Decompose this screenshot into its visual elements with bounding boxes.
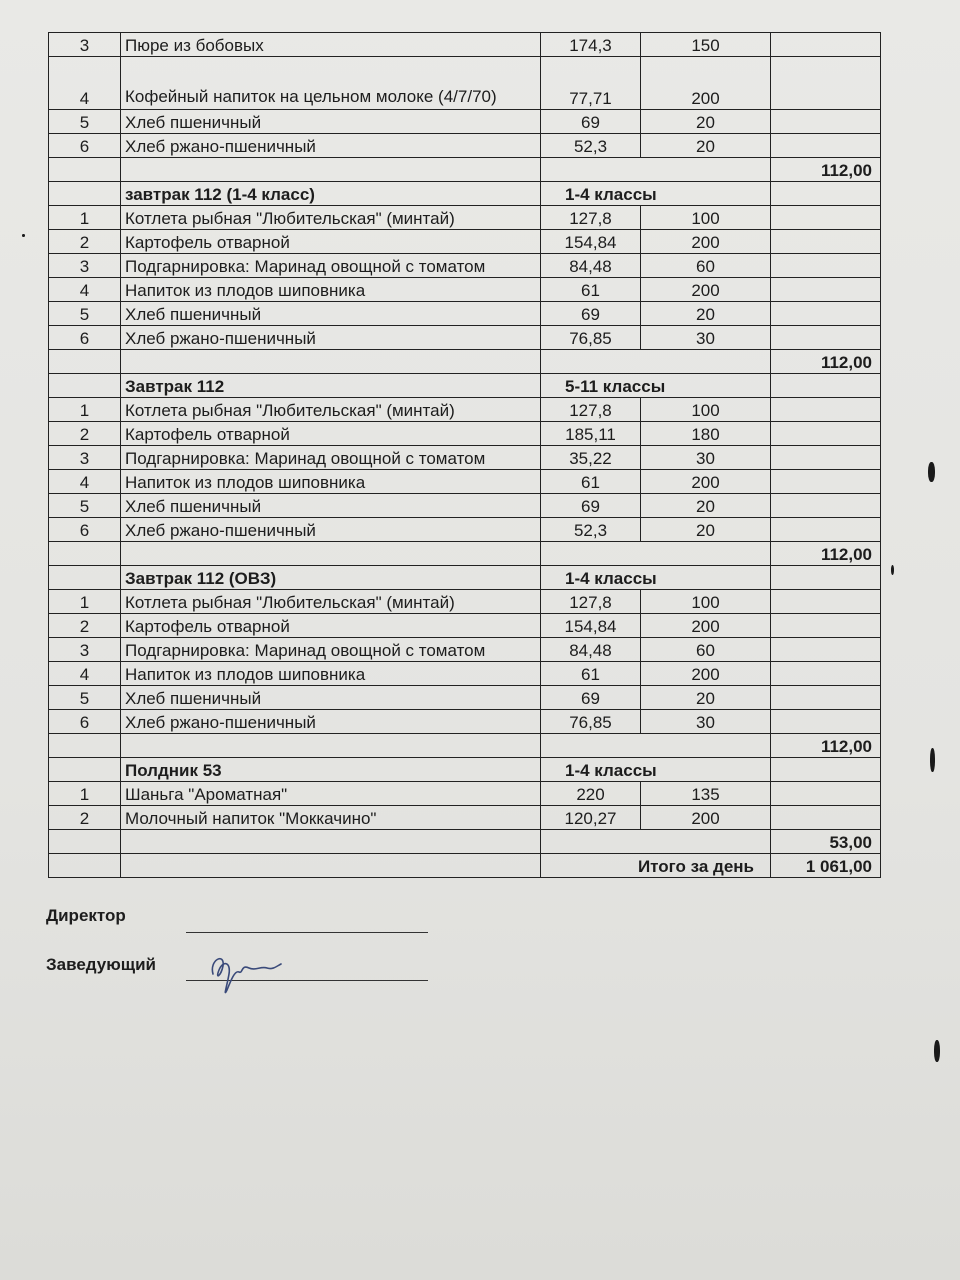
dish-quantity: 200 <box>641 806 771 830</box>
table-row <box>49 494 881 518</box>
row-number: 5 <box>49 110 121 134</box>
dish-quantity: 20 <box>641 110 771 134</box>
ink-speck <box>930 748 935 772</box>
section-total-row <box>49 158 881 182</box>
dish-name: Котлета рыбная "Любительская" (минтай) <box>121 206 541 230</box>
row-number: 2 <box>49 230 121 254</box>
section-total: 112,00 <box>771 734 881 758</box>
empty-cell <box>49 374 121 398</box>
empty-cell <box>771 614 881 638</box>
row-number: 6 <box>49 326 121 350</box>
row-number: 1 <box>49 590 121 614</box>
menu-table <box>48 32 881 878</box>
table-row <box>49 422 881 446</box>
row-number: 3 <box>49 33 121 57</box>
empty-cell <box>771 782 881 806</box>
empty-cell <box>771 494 881 518</box>
section-title: завтрак 112 (1-4 класс) <box>121 182 541 206</box>
dish-name: Кофейный напиток на цельном молоке (4/7/70) <box>121 57 541 110</box>
empty-cell <box>121 350 541 374</box>
empty-cell <box>771 254 881 278</box>
empty-cell <box>541 158 771 182</box>
director-signature-line <box>186 932 428 933</box>
empty-cell <box>771 590 881 614</box>
dish-quantity: 100 <box>641 398 771 422</box>
section-header-row <box>49 566 881 590</box>
table-row <box>49 110 881 134</box>
dish-price: 76,85 <box>541 326 641 350</box>
row-number: 6 <box>49 710 121 734</box>
row-number: 2 <box>49 614 121 638</box>
dish-price: 61 <box>541 662 641 686</box>
empty-cell <box>771 398 881 422</box>
dish-price: 52,3 <box>541 518 641 542</box>
empty-cell <box>771 182 881 206</box>
dish-price: 84,48 <box>541 638 641 662</box>
empty-cell <box>541 350 771 374</box>
handwritten-signature <box>205 940 295 1000</box>
dish-quantity: 150 <box>641 33 771 57</box>
empty-cell <box>771 110 881 134</box>
empty-cell <box>49 566 121 590</box>
table-row <box>49 614 881 638</box>
row-number: 4 <box>49 470 121 494</box>
section-title: Завтрак 112 <box>121 374 541 398</box>
dish-quantity: 180 <box>641 422 771 446</box>
dish-price: 154,84 <box>541 614 641 638</box>
dish-quantity: 20 <box>641 494 771 518</box>
dish-quantity: 20 <box>641 686 771 710</box>
dish-price: 69 <box>541 110 641 134</box>
menu-body <box>49 33 881 878</box>
dish-price: 174,3 <box>541 33 641 57</box>
dish-quantity: 30 <box>641 710 771 734</box>
dish-price: 61 <box>541 278 641 302</box>
dish-name: Напиток из плодов шиповника <box>121 278 541 302</box>
empty-cell <box>771 422 881 446</box>
empty-cell <box>771 302 881 326</box>
dish-quantity: 30 <box>641 446 771 470</box>
empty-cell <box>49 182 121 206</box>
table-row <box>49 278 881 302</box>
dish-price: 127,8 <box>541 590 641 614</box>
table-row <box>49 806 881 830</box>
table-row <box>49 782 881 806</box>
empty-cell <box>49 758 121 782</box>
table-row <box>49 57 881 110</box>
empty-cell <box>49 854 121 878</box>
empty-cell <box>771 134 881 158</box>
row-number: 2 <box>49 422 121 446</box>
row-number: 2 <box>49 806 121 830</box>
dish-price: 76,85 <box>541 710 641 734</box>
dish-name: Подгарнировка: Маринад овощной с томатом <box>121 254 541 278</box>
dish-quantity: 200 <box>641 470 771 494</box>
dish-name: Хлеб пшеничный <box>121 110 541 134</box>
dish-name: Молочный напиток "Моккачино" <box>121 806 541 830</box>
dish-quantity: 30 <box>641 326 771 350</box>
section-header-row <box>49 374 881 398</box>
dish-quantity: 200 <box>641 57 771 110</box>
table-row <box>49 254 881 278</box>
table-row <box>49 230 881 254</box>
empty-cell <box>771 326 881 350</box>
section-total-row <box>49 734 881 758</box>
dish-name: Хлеб пшеничный <box>121 686 541 710</box>
dish-quantity: 100 <box>641 206 771 230</box>
empty-cell <box>49 734 121 758</box>
ink-speck <box>934 1040 940 1062</box>
section-total: 112,00 <box>771 350 881 374</box>
row-number: 6 <box>49 518 121 542</box>
table-row <box>49 446 881 470</box>
row-number: 4 <box>49 662 121 686</box>
dish-quantity: 20 <box>641 518 771 542</box>
dish-quantity: 200 <box>641 278 771 302</box>
empty-cell <box>771 710 881 734</box>
dish-price: 61 <box>541 470 641 494</box>
dish-quantity: 200 <box>641 614 771 638</box>
row-number: 4 <box>49 278 121 302</box>
empty-cell <box>121 158 541 182</box>
dish-price: 185,11 <box>541 422 641 446</box>
ink-speck <box>928 462 935 482</box>
dish-name: Хлеб пшеничный <box>121 494 541 518</box>
empty-cell <box>49 158 121 182</box>
dish-price: 69 <box>541 494 641 518</box>
dish-name: Напиток из плодов шиповника <box>121 470 541 494</box>
section-total-row <box>49 350 881 374</box>
dish-quantity: 200 <box>641 230 771 254</box>
table-row <box>49 638 881 662</box>
empty-cell <box>771 686 881 710</box>
dish-price: 220 <box>541 782 641 806</box>
empty-cell <box>771 230 881 254</box>
table-row <box>49 33 881 57</box>
section-header-row <box>49 758 881 782</box>
table-row <box>49 686 881 710</box>
dish-price: 120,27 <box>541 806 641 830</box>
section-total: 53,00 <box>771 830 881 854</box>
dish-name: Подгарнировка: Маринад овощной с томатом <box>121 638 541 662</box>
empty-cell <box>771 758 881 782</box>
empty-cell <box>771 470 881 494</box>
dish-quantity: 200 <box>641 662 771 686</box>
dish-quantity: 20 <box>641 302 771 326</box>
empty-cell <box>771 374 881 398</box>
empty-cell <box>49 542 121 566</box>
row-number: 3 <box>49 638 121 662</box>
dish-name: Подгарнировка: Маринад овощной с томатом <box>121 446 541 470</box>
empty-cell <box>771 662 881 686</box>
dish-quantity: 100 <box>641 590 771 614</box>
empty-cell <box>771 806 881 830</box>
section-title: Полдник 53 <box>121 758 541 782</box>
dish-name: Котлета рыбная "Любительская" (минтай) <box>121 398 541 422</box>
section-class-group: 1-4 классы <box>541 758 771 782</box>
dish-name: Хлеб ржано-пшеничный <box>121 518 541 542</box>
dish-name: Хлеб ржано-пшеничный <box>121 710 541 734</box>
ink-speck <box>891 565 894 575</box>
dish-quantity: 20 <box>641 134 771 158</box>
section-total-row <box>49 830 881 854</box>
empty-cell <box>121 854 541 878</box>
section-class-group: 1-4 классы <box>541 566 771 590</box>
dish-price: 52,3 <box>541 134 641 158</box>
empty-cell <box>541 734 771 758</box>
grand-total-value: 1 061,00 <box>771 854 881 878</box>
row-number: 4 <box>49 57 121 110</box>
row-number: 5 <box>49 494 121 518</box>
row-number: 5 <box>49 302 121 326</box>
section-title: Завтрак 112 (ОВЗ) <box>121 566 541 590</box>
dish-price: 127,8 <box>541 398 641 422</box>
dish-name: Картофель отварной <box>121 614 541 638</box>
section-class-group: 1-4 классы <box>541 182 771 206</box>
dish-name: Хлеб ржано-пшеничный <box>121 326 541 350</box>
row-number: 1 <box>49 398 121 422</box>
table-row <box>49 302 881 326</box>
section-total-row <box>49 542 881 566</box>
dish-price: 35,22 <box>541 446 641 470</box>
section-total: 112,00 <box>771 158 881 182</box>
empty-cell <box>49 350 121 374</box>
dish-price: 69 <box>541 686 641 710</box>
empty-cell <box>771 278 881 302</box>
director-label: Директор <box>46 906 126 925</box>
table-row <box>49 662 881 686</box>
row-number: 5 <box>49 686 121 710</box>
table-row <box>49 590 881 614</box>
row-number: 1 <box>49 206 121 230</box>
row-number: 3 <box>49 254 121 278</box>
dish-name: Напиток из плодов шиповника <box>121 662 541 686</box>
empty-cell <box>771 57 881 110</box>
grand-total-label: Итого за день <box>541 854 771 878</box>
grand-total-row <box>49 854 881 878</box>
ink-speck <box>22 234 25 237</box>
table-row <box>49 470 881 494</box>
dish-name: Картофель отварной <box>121 422 541 446</box>
dish-name: Пюре из бобовых <box>121 33 541 57</box>
row-number: 6 <box>49 134 121 158</box>
empty-cell <box>771 206 881 230</box>
dish-price: 84,48 <box>541 254 641 278</box>
row-number: 3 <box>49 446 121 470</box>
table-row <box>49 398 881 422</box>
empty-cell <box>771 33 881 57</box>
table-row <box>49 710 881 734</box>
dish-name: Шаньга "Ароматная" <box>121 782 541 806</box>
empty-cell <box>541 542 771 566</box>
section-total: 112,00 <box>771 542 881 566</box>
dish-name: Хлеб ржано-пшеничный <box>121 134 541 158</box>
table-row <box>49 206 881 230</box>
head-label: Заведующий <box>46 955 157 974</box>
empty-cell <box>771 446 881 470</box>
dish-quantity: 135 <box>641 782 771 806</box>
dish-name: Котлета рыбная "Любительская" (минтай) <box>121 590 541 614</box>
section-class-group: 5-11 классы <box>541 374 771 398</box>
dish-price: 154,84 <box>541 230 641 254</box>
empty-cell <box>771 566 881 590</box>
table-row <box>49 518 881 542</box>
table-row <box>49 134 881 158</box>
row-number: 1 <box>49 782 121 806</box>
dish-price: 127,8 <box>541 206 641 230</box>
dish-price: 69 <box>541 302 641 326</box>
dish-name: Хлеб пшеничный <box>121 302 541 326</box>
dish-name: Картофель отварной <box>121 230 541 254</box>
section-header-row <box>49 182 881 206</box>
empty-cell <box>49 830 121 854</box>
empty-cell <box>121 734 541 758</box>
dish-price: 77,71 <box>541 57 641 110</box>
empty-cell <box>771 518 881 542</box>
empty-cell <box>771 638 881 662</box>
table-row <box>49 326 881 350</box>
dish-quantity: 60 <box>641 254 771 278</box>
empty-cell <box>121 830 541 854</box>
dish-quantity: 60 <box>641 638 771 662</box>
empty-cell <box>121 542 541 566</box>
empty-cell <box>541 830 771 854</box>
